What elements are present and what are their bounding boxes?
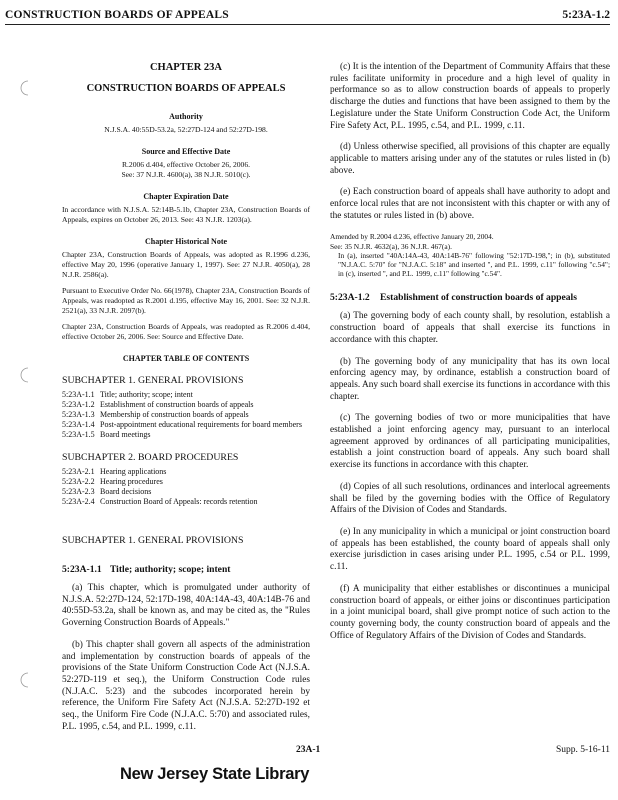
toc-entry[interactable] <box>62 477 310 487</box>
chapter-name: CONSTRUCTION BOARDS OF APPEALS <box>86 83 286 94</box>
expiration-heading: Chapter Expiration Date <box>143 192 229 201</box>
toc-entry-number: 5:23A-1.1 <box>62 390 95 399</box>
authority-heading: Authority <box>169 112 203 121</box>
toc-subchapter-1 <box>62 375 310 440</box>
supplement-date: Supp. 5-16-11 <box>555 745 610 755</box>
section-number: 5:23A-1.2 <box>330 292 370 304</box>
body-paragraph: (a) The governing body of each county shall, by resolution, establish a construction board of appeals that shall exercise its functions in accordance with this chapter. <box>330 311 610 345</box>
toc-entry[interactable] <box>62 420 310 430</box>
library-stamp: New Jersey State Library <box>120 765 310 783</box>
body-paragraph: (f) A municipality that either establishes or discontinues a municipal construction board of appeals, or either joins or discontinues participation in a joint municipal board, shall give prompt notice of such action to the county governing body, the county construction board of appeals and the Office of Regulatory Affairs of the Division of Codes and Standards. <box>330 583 610 641</box>
amendment-line: Amended by R.2004 d.236, effective January 20, 2004. <box>330 232 494 242</box>
history-block <box>62 237 310 342</box>
toc-entry[interactable] <box>62 390 310 400</box>
body-paragraph: (e) In any municipality in which a municipal or joint construction board of appeals has been established, the county board of appeals shall only exercise jurisdiction in cases arising under P.L. 1995, c.54 or P.L. 1999, c.11. <box>330 527 610 573</box>
history-paragraph: Chapter 23A, Construction Boards of Appeals, was readopted as R.2006 d.404, effective October 26, 2006. See: Source and Effective Date. <box>62 322 310 341</box>
toc-entry-title: Establishment of construction boards of appeals <box>100 400 254 409</box>
toc-entry-number: 5:23A-2.1 <box>62 467 95 476</box>
header-rule <box>5 24 610 25</box>
section-heading-1-2 <box>330 292 610 303</box>
toc-title: CHAPTER TABLE OF CONTENTS <box>122 354 250 363</box>
toc-entry-title: Board decisions <box>100 487 152 496</box>
body-paragraph: (e) Each construction board of appeals shall have authority to adopt and enforce local rules that are not inconsistent with this chapter or with any of the statutes or rules listed in (b) above. <box>330 187 610 221</box>
toc-entry-number: 5:23A-1.5 <box>62 430 95 439</box>
history-paragraph: Chapter 23A, Construction Boards of Appeals, was adopted as R.1996 d.236, effective May 20, 1996 (operative January 1, 1997). See: 27 N.J.R. 4050(a), 28 N.J.R. 2586(a). <box>62 250 310 279</box>
section-title: Establishment of construction boards of appeals <box>380 292 577 304</box>
toc-entry[interactable] <box>62 467 310 477</box>
toc-entry-title: Hearing procedures <box>100 477 163 486</box>
chapter-number: CHAPTER 23A <box>149 62 223 73</box>
source-line-1: R.2006 d.404, effective October 26, 2006. <box>121 160 251 169</box>
authority-text: N.J.S.A. 40:55D-53.2a, 52:27D-124 and 52:27D-198. <box>104 125 268 134</box>
toc-subchapter-2 <box>62 452 310 507</box>
source-line-2: See: 37 N.J.R. 4600(a), 38 N.J.R. 5010(c). <box>121 170 251 179</box>
body-paragraph: (b) This chapter shall govern all aspects of the administration and implementation by construction boards of appeals of the provisions of the State Uniform Construction Code Act (N.J.S.A. 52:27D-119 et seq.), the Uniform Construction Code rules (N.J.A.C. 5:23) and the subcodes incorporated herein by reference, the Uniform Fire Safety Act (N.J.S.A. 52:27D-192 et seq., the Uniform Fire Code (N.J.A.C. 5:70) and associated rules, P.L. 1995, c.54, and P.L. 1999, c.11. <box>62 639 310 732</box>
section-heading-1-1 <box>62 564 310 575</box>
section-number: 5:23A-1.1 <box>62 564 102 575</box>
toc-entry-title: Hearing applications <box>100 467 167 476</box>
body-paragraph: (d) Unless otherwise specified, all provisions of this chapter are equally applicable to matters arising under any of the statutes or rules listed in (b) above. <box>330 142 610 176</box>
toc-entry[interactable] <box>62 430 310 440</box>
binder-hole-icon <box>20 80 36 96</box>
source-heading: Source and Effective Date <box>141 147 231 156</box>
binder-hole-icon <box>20 367 36 383</box>
left-column <box>62 62 310 743</box>
toc-entry[interactable] <box>62 487 310 497</box>
section-title: Title; authority; scope; intent <box>109 564 231 575</box>
toc-entry-title: Construction Board of Appeals: records retention <box>100 497 258 506</box>
amendment-line: See: 35 N.J.R. 4632(a), 36 N.J.R. 467(a). <box>330 241 452 251</box>
toc-entry-title: Title; authority; scope; intent <box>100 390 193 399</box>
body-paragraph: (c) It is the intention of the Department of Community Affairs that these rules facilitate uniformity in procedure and a high level of quality in performance so as to allow construction boards of appeals to properly discharge the duties and functions that have been assigned to them by the Legislature under the State Uniform Construction Code Act, the Uniform Fire Safety Act, P.L. 1995, c.54, and P.L. 1999, c.11. <box>330 62 610 131</box>
history-heading: Chapter Historical Note <box>144 237 228 246</box>
amendment-note <box>330 232 610 278</box>
body-paragraph: (d) Copies of all such resolutions, ordinances and interlocal agreements shall be filed by the governing bodies with the Office of Regulatory Affairs of the Division of Codes and Standards. <box>330 481 610 516</box>
source-block <box>62 147 310 180</box>
binder-hole-icon <box>20 672 36 688</box>
running-header-title: CONSTRUCTION BOARDS OF APPEALS <box>5 9 229 21</box>
body-paragraph: (b) The governing body of any municipality that has its own local enforcing agency may, by ordinance, establish a construction board of appeals. Any such board shall exercise its functions in accordance with this chapter. <box>330 356 610 402</box>
subchapter-heading: SUBCHAPTER 1. GENERAL PROVISIONS <box>62 535 244 546</box>
expiration-block <box>62 192 310 225</box>
toc-entry-number: 5:23A-2.2 <box>62 477 95 486</box>
toc-entry-title: Post-appointment educational requirements for board members <box>100 420 302 429</box>
body-paragraph: (c) The governing bodies of two or more municipalities that have established a joint enforcing agency may, pursuant to an interlocal agreement approved by ordinances of all participating municipalities, establish a joint construction board of appeals. Any such board shall exercise its functions in accordance with this chapter. <box>330 413 610 471</box>
toc-entry-title: Board meetings <box>100 430 151 439</box>
toc-entry-number: 5:23A-1.4 <box>62 420 95 429</box>
running-header-section: 5:23A-1.2 <box>562 9 610 21</box>
toc-subchapter-label: SUBCHAPTER 1. GENERAL PROVISIONS <box>62 375 244 386</box>
toc-entry-title: Membership of construction boards of appeals <box>100 410 249 419</box>
toc-subchapter-label: SUBCHAPTER 2. BOARD PROCEDURES <box>62 452 239 463</box>
toc-entry[interactable] <box>62 410 310 420</box>
authority-block <box>62 112 310 135</box>
expiration-text: In accordance with N.J.S.A. 52:14B-5.1b, Chapter 23A, Construction Boards of Appeals, expires on October 26, 2013. See: 43 N.J.R. 1203(a). <box>62 205 310 224</box>
toc-entry-number: 5:23A-2.3 <box>62 487 95 496</box>
page-number: 23A-1 <box>296 745 321 755</box>
toc-entry[interactable] <box>62 497 310 507</box>
right-column <box>330 62 610 652</box>
toc-entry-number: 5:23A-2.4 <box>62 497 95 506</box>
toc-entry[interactable] <box>62 400 310 410</box>
history-paragraph: Pursuant to Executive Order No. 66(1978), Chapter 23A, Construction Boards of Appeals, was readopted as R.2001 d.195, effective May 16, 2001. See: 32 N.J.R. 2521(a), 33 N.J.R. 2097(b). <box>62 286 310 315</box>
toc-entry-number: 5:23A-1.3 <box>62 410 95 419</box>
body-paragraph: (a) This chapter, which is promulgated under authority of N.J.S.A. 52:27D-124, 52:17D-198, 40A:14A-43, 40A:14B-76 and 40:55D-53.2a, shall be known as, and may be cited as, the "Rules Governing Construction Boards of Appeals." <box>62 583 310 629</box>
toc-entry-number: 5:23A-1.2 <box>62 400 95 409</box>
amendment-detail: In (a), inserted "40A:14A-43, 40A:14B-76" following "52:17D-198,"; in (b), substituted "N.J.A.C. 5:70" for "N.J.A.C. 5:18" and inserted ", and P.L. 1999, c.11" following "c.54"; in (c), inserted ", and P.L. 1999, c.11" following "c.54". <box>338 250 610 279</box>
